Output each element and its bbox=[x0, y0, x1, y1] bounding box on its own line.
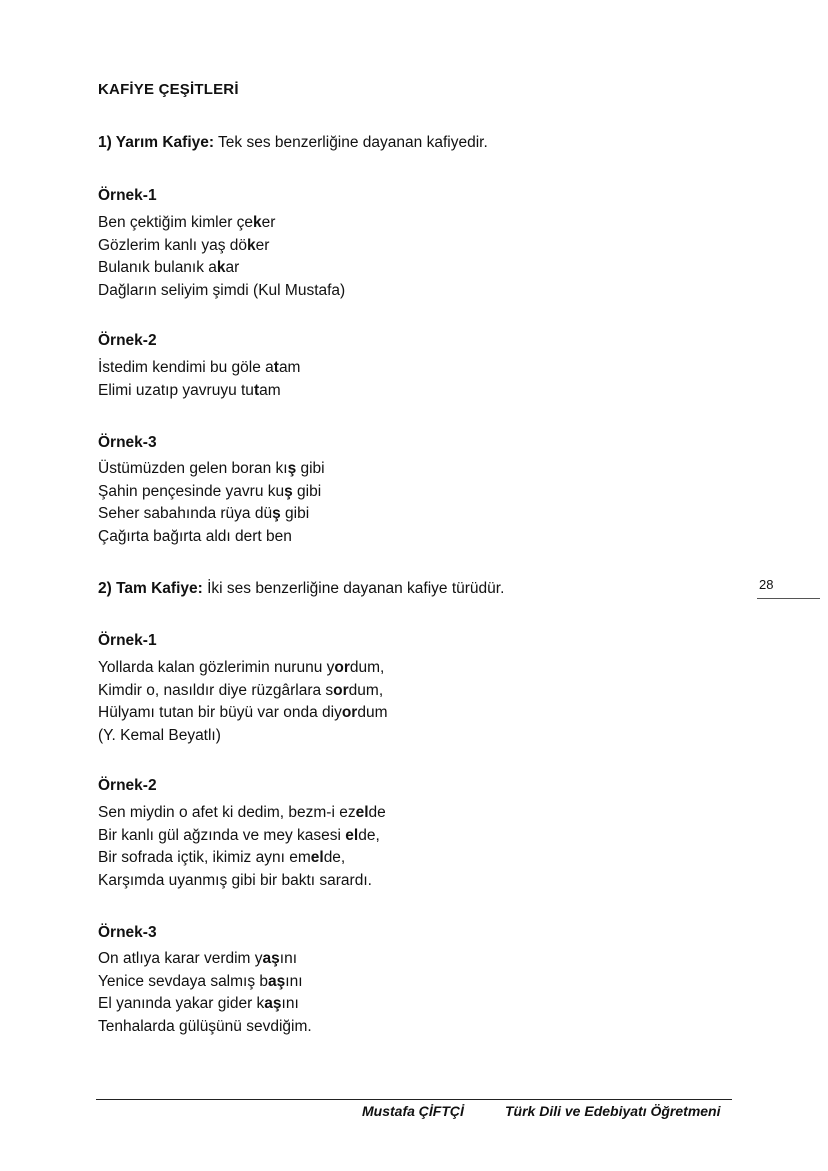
verse-line: El yanında yakar gider kaşını bbox=[98, 995, 299, 1012]
verse-block bbox=[98, 212, 345, 302]
verse-line: Seher sabahında rüya düş gibi bbox=[98, 505, 310, 522]
verse-block bbox=[98, 657, 387, 747]
rhyme-sound: t bbox=[253, 381, 260, 399]
rhyme-sound: ş bbox=[287, 460, 297, 477]
rhyme-sound: k bbox=[247, 236, 256, 254]
example-title: Örnek-2 bbox=[98, 777, 157, 794]
rhyme-sound: ş bbox=[284, 482, 293, 500]
verse-line: Şahin pençesinde yavru kuş gibi bbox=[98, 482, 322, 500]
verse-block bbox=[98, 357, 300, 402]
verse-block bbox=[98, 948, 312, 1038]
verse-line: İstedim kendimi bu göle atam bbox=[98, 359, 301, 376]
rhyme-sound: or bbox=[333, 681, 349, 699]
verse-line: Yollarda kalan gözlerimin nurunu yordum, bbox=[98, 659, 385, 676]
verse-line: Dağların seliyim şimdi (Kul Mustafa) bbox=[98, 281, 346, 299]
page-title: KAFİYE ÇEŞİTLERİ bbox=[98, 81, 239, 98]
verse-line: Bir sofrada içtik, ikimiz aynı emelde, bbox=[98, 849, 346, 866]
rhyme-sound: t bbox=[273, 359, 279, 376]
section-heading: 2) Tam Kafiye: bbox=[98, 580, 203, 597]
example-title: Örnek-1 bbox=[98, 187, 157, 204]
rhyme-sound: aş bbox=[268, 972, 286, 990]
example-title: Örnek-2 bbox=[98, 332, 157, 349]
verse-line: Üstümüzden gelen boran kış gibi bbox=[98, 460, 325, 477]
verse-line: Kimdir o, nasıldır diye rüzgârlara sordum, bbox=[98, 681, 384, 699]
example-title: Örnek-3 bbox=[98, 924, 157, 941]
section-heading: 1) Yarım Kafiye: bbox=[98, 134, 215, 151]
verse-line: (Y. Kemal Beyatlı) bbox=[98, 726, 221, 744]
verse-line: On atlıya karar verdim yaşını bbox=[98, 950, 298, 967]
verse-line: Bulanık bulanık akar bbox=[98, 259, 240, 276]
rhyme-sound: ş bbox=[272, 505, 281, 522]
verse-line: Bir kanlı gül ağzında ve mey kasesi elde, bbox=[98, 826, 380, 844]
rhyme-sound: k bbox=[216, 259, 226, 276]
footer-rule bbox=[96, 1099, 732, 1100]
footer-role: Türk Dili ve Edebiyatı Öğretmeni bbox=[505, 1103, 721, 1119]
section-yarim-kafiye bbox=[98, 134, 488, 152]
verse-line: Tenhalarda gülüşünü sevdiğim. bbox=[98, 1017, 312, 1035]
rhyme-sound: or bbox=[341, 704, 358, 721]
verse-line: Sen miydin o afet ki dedim, bezm-i ezelde bbox=[98, 804, 386, 821]
verse-line: Gözlerim kanlı yaş döker bbox=[98, 236, 270, 254]
verse-block bbox=[98, 802, 386, 892]
verse-block bbox=[98, 458, 325, 548]
rhyme-sound: el bbox=[345, 826, 359, 844]
rhyme-sound: or bbox=[334, 659, 350, 676]
verse-line: Yenice sevdaya salmış başını bbox=[98, 972, 303, 990]
section-tam-kafiye bbox=[98, 580, 504, 598]
rhyme-sound: aş bbox=[262, 950, 280, 967]
section-description: İki ses benzerliğine dayanan kafiye türüdür. bbox=[202, 580, 505, 597]
section-description: Tek ses benzerliğine dayanan kafiyedir. bbox=[214, 134, 488, 151]
rhyme-sound: el bbox=[310, 849, 324, 866]
verse-line: Karşımda uyanmış gibi bir baktı sarardı. bbox=[98, 871, 372, 889]
rhyme-sound: el bbox=[355, 804, 369, 821]
verse-line: Çağırta bağırta aldı dert ben bbox=[98, 527, 292, 545]
page-number-rule bbox=[757, 598, 820, 599]
verse-line: Ben çektiğim kimler çeker bbox=[98, 214, 276, 231]
page-number: 28 bbox=[759, 577, 774, 592]
verse-line: Hülyamı tutan bir büyü var onda diyordum bbox=[98, 704, 388, 721]
rhyme-sound: aş bbox=[264, 995, 282, 1012]
footer-author: Mustafa ÇİFTÇİ bbox=[362, 1103, 464, 1119]
example-title: Örnek-3 bbox=[98, 434, 157, 451]
example-title: Örnek-1 bbox=[98, 632, 157, 649]
verse-line: Elimi uzatıp yavruyu tutam bbox=[98, 381, 281, 399]
rhyme-sound: k bbox=[253, 214, 262, 231]
